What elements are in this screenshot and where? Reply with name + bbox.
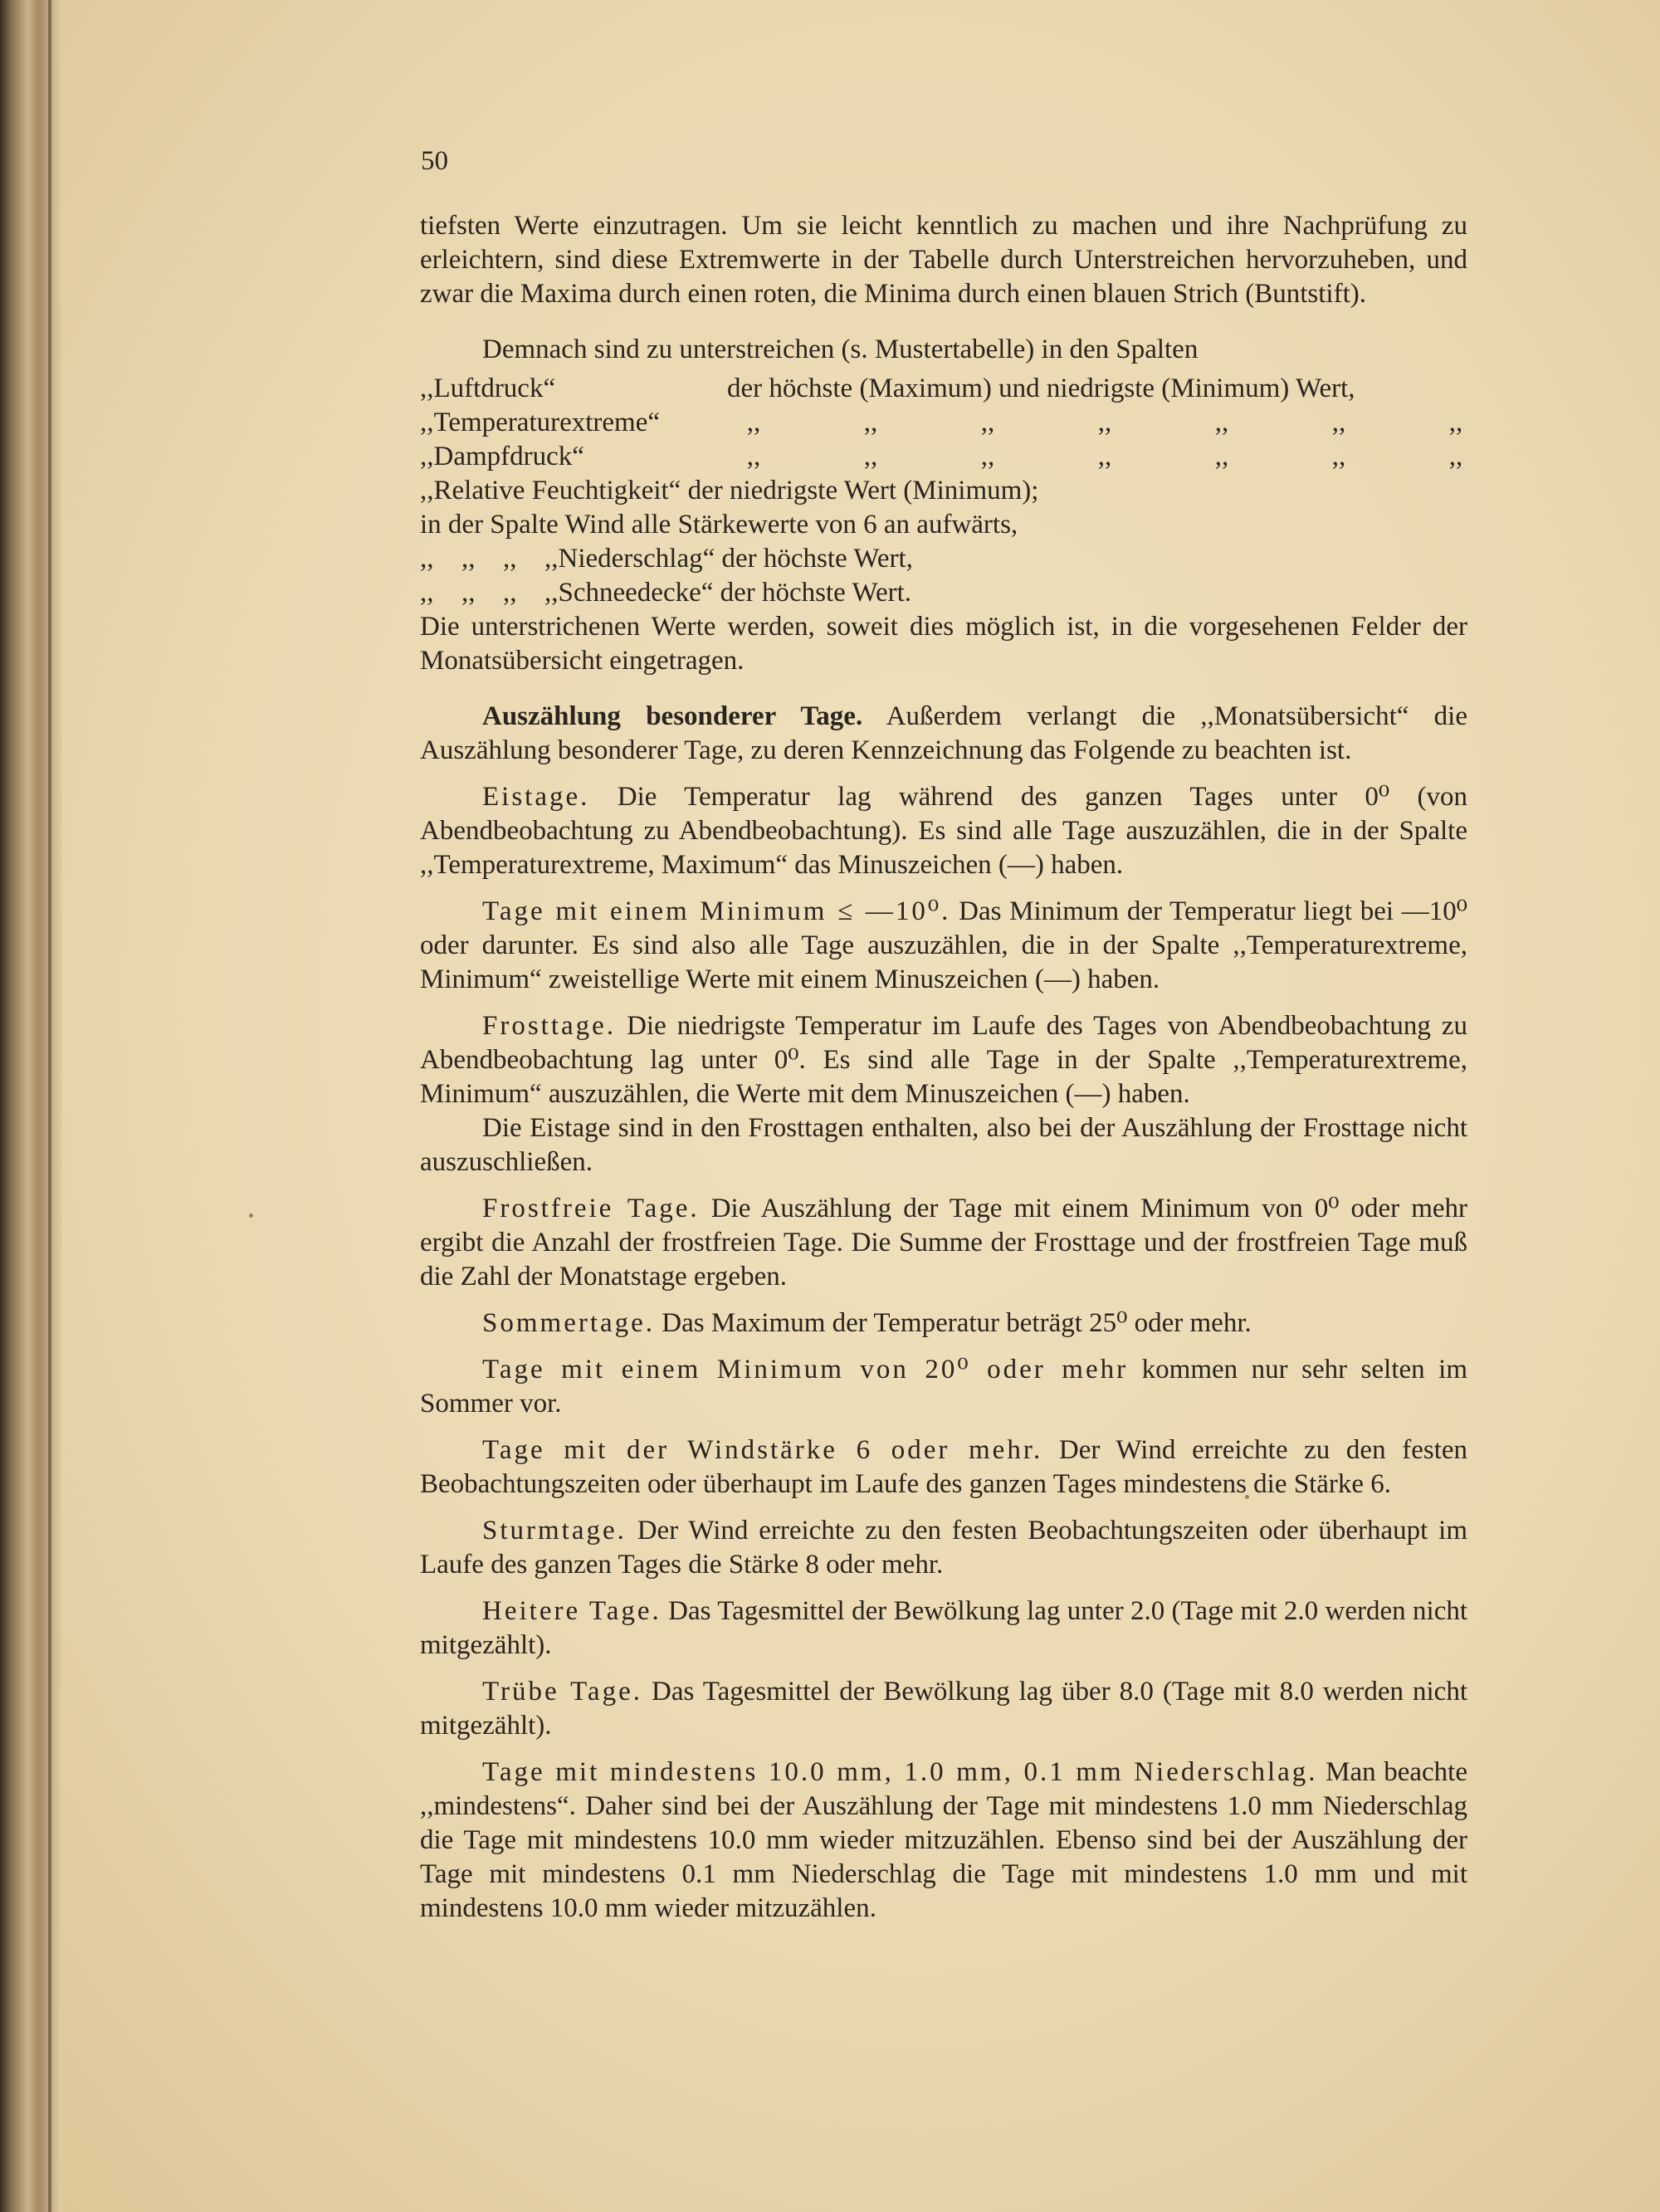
ditto-mark: ,, [863,408,878,437]
ditto-mark: ,, [420,544,434,574]
list-label-dampfdruck: ,,Dampfdruck“ [420,442,584,471]
term: Tage mit der Windstärke 6 oder mehr. [482,1435,1043,1465]
ditto-mark: ,, [1331,442,1346,471]
paragraph-minimum-20 [420,1353,1467,1421]
list-row-temperatur [420,406,1467,440]
paragraph-truebe-tage [420,1675,1467,1743]
term: Tage mit einem Minimum von 20⁰ oder mehr [482,1355,1129,1384]
ditto-mark: ,, [1097,442,1112,471]
definition: Man beachte ,,mindestens“. Daher sind bei der Auszählung der Tage mit mindestens 1.0 mm Niederschlag die Tage mit mindestens 10.0 mm wieder mitzuzählen. Ebenso sind bei der Auszählung der Tage mit mindestens 0.1 mm Niederschlag die Tage mit mindestens 1.0 mm und mit mindestens 10.0 mm wieder mitzuzählen. [420,1757,1467,1923]
definition: Das Tagesmittel der Bewölkung lag über 8.0 (Tage mit 8.0 werden nicht mitgezählt). [420,1677,1467,1741]
list-text-luftdruck: der höchste (Maximum) und niedrigste (Minimum) Wert, [727,374,1355,403]
book-binding [0,0,62,2212]
term: Frosttage. [482,1011,617,1041]
ditto-marks [727,440,1467,474]
page-number: 50 [421,146,448,176]
definition: Die Temperatur lag während des ganzen Tages unter 0⁰ (von Abendbeobachtung zu Abendbeobachtung). Es sind alle Tage auszuzählen, die in der Spalte ,,Temperaturextreme, Maximum“ das Minuszeichen (—) haben. [420,782,1468,880]
list-label-temperatur: ,,Temperaturextreme“ [420,408,661,437]
paper-speck [249,1213,253,1218]
ditto-mark: ,, [1448,442,1463,471]
ditto-mark: ,, [461,544,476,574]
term: Frostfreie Tage. [482,1194,700,1223]
list-text-niederschlag: ,,Niederschlag“ der höchste Wert, [544,544,913,574]
term: Heitere Tage. [482,1596,662,1626]
gutter-line [48,0,51,2212]
list-label-luftdruck: ,,Luftdruck“ [420,374,556,403]
definition: Die Auszählung der Tage mit einem Minimum von 0⁰ oder mehr ergibt die Anzahl der frostfreien Tage. Die Summe der Frosttage und der frostfreien Tage muß die Zahl der Monatstage ergeben. [420,1194,1467,1292]
definition: Das Minimum der Temperatur liegt bei —10⁰ oder darunter. Es sind also alle Tage auszuzählen, die in der Spalte ,,Temperaturextreme, Minimum“ zweistellige Werte mit einem Minuszeichen (—) haben. [420,896,1468,994]
ditto-mark: ,, [980,408,995,437]
term: Tage mit mindestens 10.0 mm, 1.0 mm, 0.1 mm Niederschlag. [482,1757,1318,1787]
list-row-feuchtigkeit: ,,Relative Feuchtigkeit“ der niedrigste Wert (Minimum); [420,476,1039,505]
ditto-mark: ,, [746,442,761,471]
list-row-dampfdruck [420,440,1467,474]
paragraph-niederschlag [420,1755,1467,1926]
paragraph-frosttage [420,1009,1467,1111]
demnach-paragraph: Demnach sind zu unterstreichen (s. Mustertabelle) in den Spalten [482,334,1199,364]
definition: Das Tagesmittel der Bewölkung lag unter 2.0 (Tage mit 2.0 werden nicht mitgezählt). [420,1596,1468,1660]
auszaehlung-paragraph [420,700,1467,768]
definition: kommen nur sehr selten im Sommer vor. [420,1355,1468,1419]
unterstrichen-paragraph: Die unterstrichenen Werte werden, soweit dies möglich ist, in die vorgesehenen Felder der Monatsübersicht eingetragen. [420,612,1467,676]
term: Sommertage. [482,1308,656,1338]
paragraph-eistage-note [420,1111,1467,1179]
column-list [420,372,1467,610]
ditto-mark: ,, [420,578,434,608]
auszaehlung-text: Außerdem verlangt die ,,Monatsübersicht“ die Auszählung besonderer Tage, zu deren Kennzeichnung das Folgende zu beachten ist. [420,701,1467,765]
list-row-wind: in der Spalte Wind alle Stärkewerte von 6 an aufwärts, [420,510,1018,540]
definition: Der Wind erreichte zu den festen Beobachtungszeiten oder überhaupt im Laufe des ganzen Tages die Stärke 8 oder mehr. [420,1516,1467,1580]
body-text [420,209,1467,1926]
paragraph-sturmtage [420,1514,1467,1582]
definition: Die niedrigste Temperatur im Laufe des Tages von Abendbeobachtung zu Abendbeobachtung lag unter 0⁰. Es sind alle Tage in der Spalte ,,Temperaturextreme, Minimum“ auszuzählen, die Werte mit dem Minuszeichen (—) haben. [420,1011,1468,1109]
paragraph-eistage [420,780,1467,882]
paragraph-sommertage [420,1306,1467,1340]
paragraph-frostfreie-tage [420,1192,1467,1294]
ditto-mark: ,, [503,578,517,608]
auszaehlung-heading: Auszählung besonderer Tage. [482,701,863,731]
definition: Die Eistage sind in den Frosttagen enthalten, also bei der Auszählung der Frosttage nicht auszuschließen. [420,1113,1467,1177]
list-row-niederschlag [420,542,1467,576]
paragraph-windstaerke-6 [420,1433,1467,1502]
ditto-mark: ,, [980,442,995,471]
ditto-mark: ,, [1097,408,1112,437]
ditto-mark: ,, [1448,408,1463,437]
ditto-marks [727,406,1467,440]
paragraph-heitere-tage [420,1594,1467,1663]
list-row-schneedecke [420,576,1467,610]
term: Tage mit einem Minimum ≤ —10⁰. [482,896,951,926]
list-row-luftdruck [420,372,1467,406]
list-text-schneedecke: ,,Schneedecke“ der höchste Wert. [544,578,912,608]
term: Sturmtage. [482,1516,627,1545]
ditto-mark: ,, [746,408,761,437]
ditto-mark: ,, [1331,408,1346,437]
ditto-mark: ,, [863,442,878,471]
definition: Der Wind erreichte zu den festen Beobachtungszeiten oder überhaupt im Laufe des ganzen Tages mindestens die Stärke 6. [420,1435,1468,1499]
term: Trübe Tage. [482,1677,642,1707]
definition: Das Maximum der Temperatur beträgt 25⁰ oder mehr. [662,1308,1252,1338]
paragraph-minimum-10 [420,895,1467,997]
intro-paragraph: tiefsten Werte einzutragen. Um sie leicht kenntlich zu machen und ihre Nachprüfung zu erleichtern, sind diese Extremwerte in der Tabelle durch Unterstreichen hervorzuheben, und zwar die Maxima durch einen roten, die Minima durch einen blauen Strich (Buntstift). [420,211,1467,309]
ditto-mark: ,, [1214,442,1229,471]
ditto-mark: ,, [1214,408,1229,437]
term: Eistage. [482,782,590,812]
ditto-mark: ,, [503,544,517,574]
ditto-mark: ,, [461,578,476,608]
